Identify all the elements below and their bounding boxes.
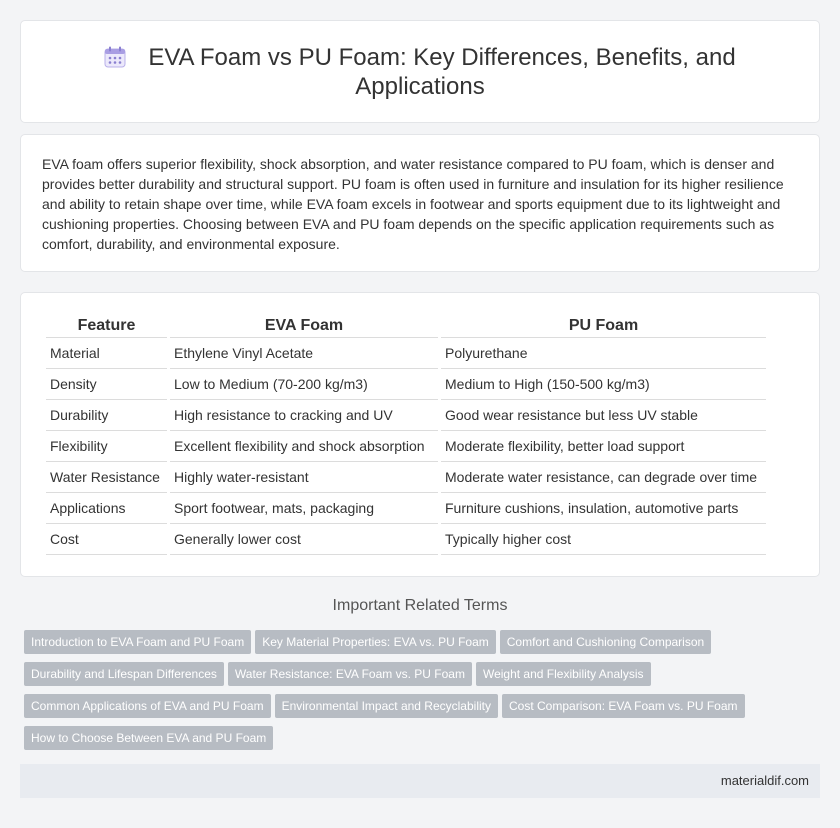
related-term-tag[interactable]: Comfort and Cushioning Comparison xyxy=(500,630,711,654)
summary-paragraph: EVA foam offers superior flexibility, shock absorption, and water resistance compared to PU foam, which is denser and provides better durability and structural support. PU foam is often used in furniture and insulation for its higher resilience and ability to retain shape over time, while EVA foam excels in footwear and sports equipment due to its lightweight and cushioning properties. Choosing between EVA and PU foam depends on the specific application requirements such as comfort, durability, and environmental exposure. xyxy=(42,156,784,252)
header-eva-foam: EVA Foam xyxy=(170,315,438,338)
cell-pu: Medium to High (150-500 kg/m3) xyxy=(441,369,766,400)
table-row xyxy=(46,338,766,369)
summary-card xyxy=(20,134,820,272)
related-term-tag[interactable]: Water Resistance: EVA Foam vs. PU Foam xyxy=(228,662,472,686)
related-term-tag[interactable]: Environmental Impact and Recyclability xyxy=(275,694,498,718)
cell-eva: Ethylene Vinyl Acetate xyxy=(170,338,438,369)
related-terms-list xyxy=(24,630,784,758)
cell-pu: Typically higher cost xyxy=(441,524,766,555)
related-term-tag[interactable]: Weight and Flexibility Analysis xyxy=(476,662,651,686)
cell-eva: Excellent flexibility and shock absorption xyxy=(170,431,438,462)
header-pu-foam: PU Foam xyxy=(441,315,766,338)
related-term-tag[interactable]: Common Applications of EVA and PU Foam xyxy=(24,694,271,718)
cell-pu: Furniture cushions, insulation, automotive parts xyxy=(441,493,766,524)
related-term-tag[interactable]: Key Material Properties: EVA vs. PU Foam xyxy=(255,630,496,654)
title-card xyxy=(20,20,820,123)
cell-eva: Highly water-resistant xyxy=(170,462,438,493)
cell-feature: Flexibility xyxy=(46,431,167,462)
header-feature: Feature xyxy=(46,315,167,338)
table-row xyxy=(46,369,766,400)
cell-pu: Moderate water resistance, can degrade over time xyxy=(441,462,766,493)
related-terms-title: Important Related Terms xyxy=(332,597,508,614)
cell-eva: Sport footwear, mats, packaging xyxy=(170,493,438,524)
related-term-tag[interactable]: How to Choose Between EVA and PU Foam xyxy=(24,726,273,750)
table-row xyxy=(46,493,766,524)
cell-eva: Generally lower cost xyxy=(170,524,438,555)
comparison-table-card xyxy=(20,292,820,577)
cell-feature: Water Resistance xyxy=(46,462,167,493)
cell-eva: High resistance to cracking and UV xyxy=(170,400,438,431)
cell-feature: Material xyxy=(46,338,167,369)
cell-feature: Applications xyxy=(46,493,167,524)
table-header-row xyxy=(46,315,766,338)
cell-pu: Polyurethane xyxy=(441,338,766,369)
footer xyxy=(20,764,820,798)
cell-eva: Low to Medium (70-200 kg/m3) xyxy=(170,369,438,400)
cell-feature: Durability xyxy=(46,400,167,431)
table-row xyxy=(46,462,766,493)
table-row xyxy=(46,431,766,462)
footer-site-link[interactable]: materialdif.com xyxy=(720,773,809,788)
cell-pu: Good wear resistance but less UV stable xyxy=(441,400,766,431)
cell-feature: Cost xyxy=(46,524,167,555)
page-title-row xyxy=(21,43,819,101)
related-term-tag[interactable]: Durability and Lifespan Differences xyxy=(24,662,224,686)
cell-feature: Density xyxy=(46,369,167,400)
comparison-table xyxy=(43,315,769,555)
calendar-icon xyxy=(104,46,126,68)
related-term-tag[interactable]: Introduction to EVA Foam and PU Foam xyxy=(24,630,251,654)
table-row xyxy=(46,400,766,431)
page-title: EVA Foam vs PU Foam: Key Differences, Benefits, and Applications xyxy=(148,44,736,100)
cell-pu: Moderate flexibility, better load support xyxy=(441,431,766,462)
table-row xyxy=(46,524,766,555)
related-term-tag[interactable]: Cost Comparison: EVA Foam vs. PU Foam xyxy=(502,694,745,718)
